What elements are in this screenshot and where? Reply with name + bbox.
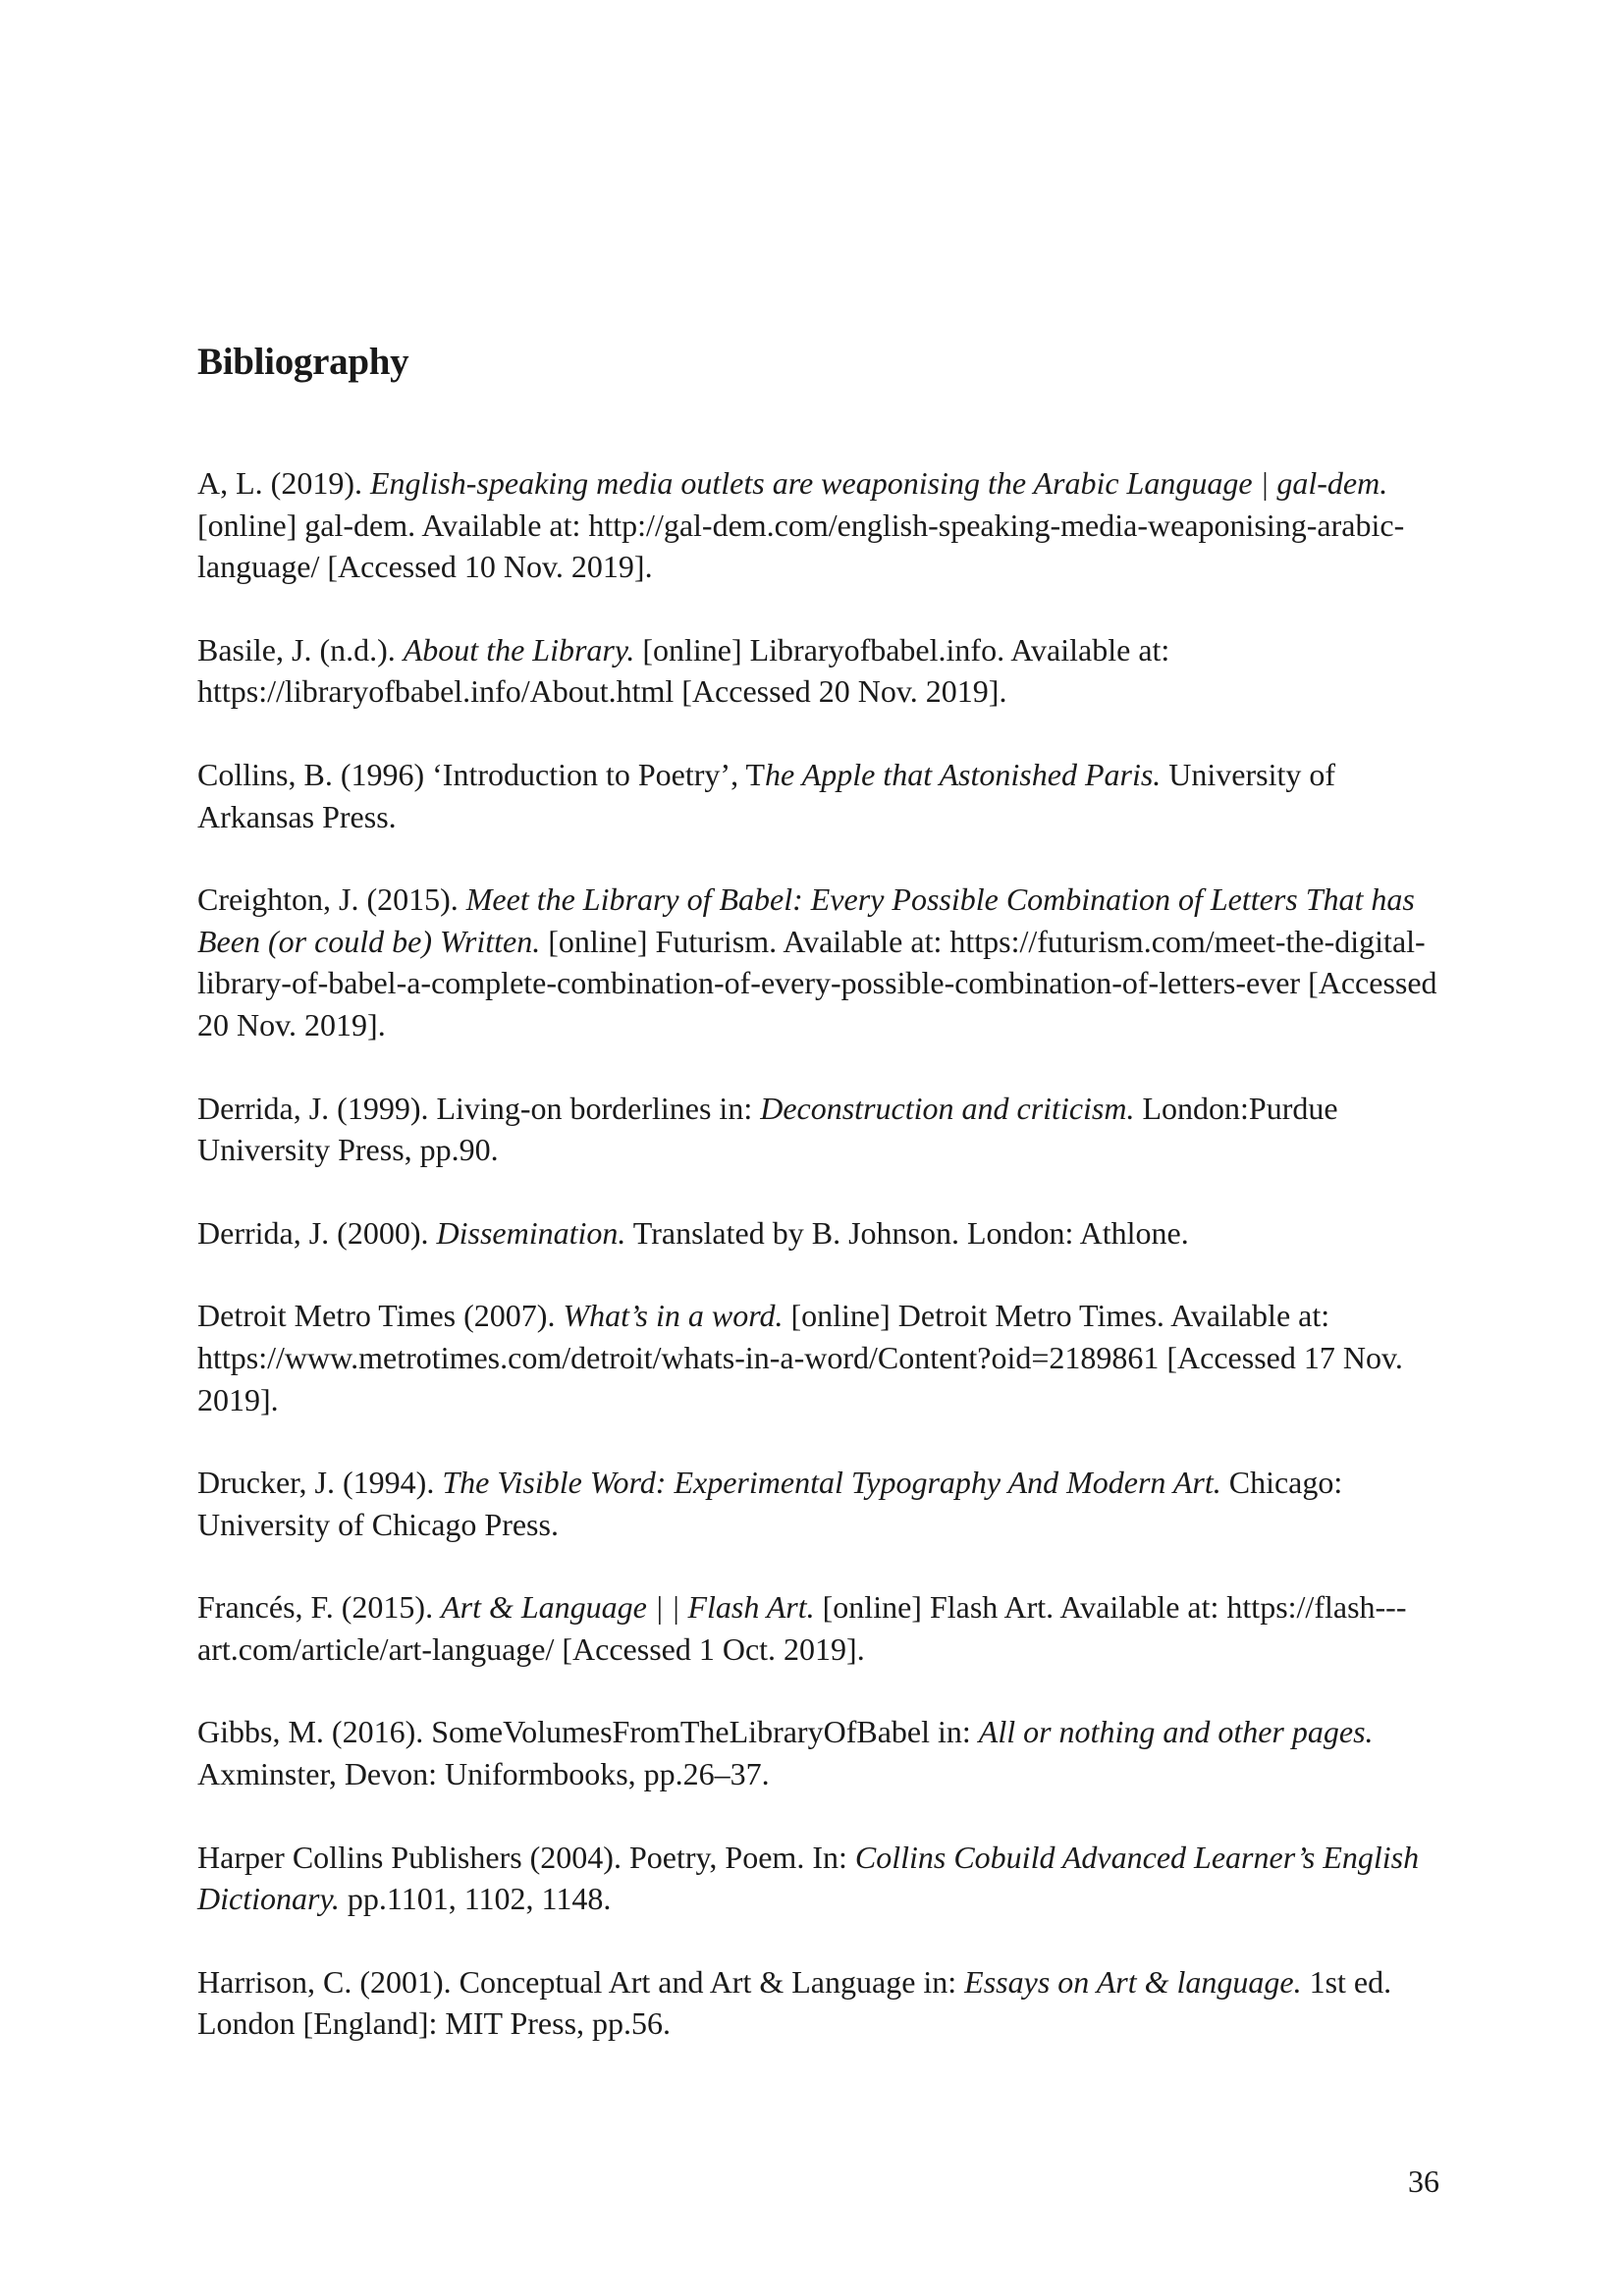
entry-text: Translated by B. Johnson. London: Athlone. xyxy=(625,1214,1189,1251)
bibliography-entry xyxy=(197,1462,1439,1545)
entry-text: A, L. (2019). xyxy=(197,465,370,501)
entry-text: Collins, B. (1996) ‘Introduction to Poetry’, T xyxy=(197,756,766,792)
entry-text: Creighton, J. (2015). xyxy=(197,881,466,918)
bibliography-entry xyxy=(197,629,1439,713)
entry-title: All or nothing and other pages. xyxy=(978,1714,1374,1750)
entry-text: University of Arkansas Press. xyxy=(197,756,1336,834)
entry-text: Drucker, J. (1994). xyxy=(197,1465,443,1501)
entry-text: Basile, J. (n.d.). xyxy=(197,631,404,667)
entry-text: Chicago: University of Chicago Press. xyxy=(197,1465,1343,1542)
entry-text: Axminster, Devon: Uniformbooks, pp.26–37. xyxy=(197,1756,770,1792)
entry-title: What’s in a word. xyxy=(563,1298,784,1334)
entry-text: Francés, F. (2015). xyxy=(197,1589,442,1626)
entry-text: [online] Futurism. Available at: https://futurism.com/meet-the-digital-library-of-babel-a-complete-combination-of-every-possible-combination-of-letters-ever [Accessed 20 Nov. 2019]. xyxy=(197,923,1437,1042)
entry-text: [online] gal-dem. Available at: http://gal-dem.com/english-speaking-media-weaponising-arabic-language/ [Accessed 10 Nov. 2019]. xyxy=(197,507,1405,585)
entry-title: Deconstruction and criticism. xyxy=(760,1090,1135,1126)
bibliography-entry xyxy=(197,1212,1439,1255)
entry-text: [online] Libraryofbabel.info. Available at: https://libraryofbabel.info/About.html [Accessed 20 Nov. 2019]. xyxy=(197,631,1170,710)
entry-title: he Apple that Astonished Paris. xyxy=(765,756,1162,792)
entry-text: Derrida, J. (2000). xyxy=(197,1214,437,1251)
entry-text: Harrison, C. (2001). Conceptual Art and Art & Language in: xyxy=(197,1963,965,2000)
page-number: 36 xyxy=(1408,2163,1439,2199)
bibliography-entry xyxy=(197,462,1439,588)
bibliography-entry xyxy=(197,879,1439,1045)
bibliography-entry xyxy=(197,754,1439,837)
entry-text: Derrida, J. (1999). Living-on borderlines in: xyxy=(197,1090,761,1126)
entry-text: Harper Collins Publishers (2004). Poetry, Poem. In: xyxy=(197,1839,855,1875)
bibliography-list xyxy=(197,462,1439,2086)
entry-text: pp.1101, 1102, 1148. xyxy=(339,1881,612,1917)
bibliography-entry xyxy=(197,1088,1439,1171)
entry-text: Detroit Metro Times (2007). xyxy=(197,1298,564,1334)
entry-text: London:Purdue University Press, pp.90. xyxy=(197,1090,1338,1168)
bibliography-entry xyxy=(197,1295,1439,1420)
entry-title: English-speaking media outlets are weaponising the Arabic Language | gal-dem. xyxy=(369,465,1388,501)
entry-title: Meet the Library of Babel: Every Possible Combination of Letters That has Been (or could be) Written. xyxy=(197,881,1415,959)
entry-title: Art & Language | | Flash Art. xyxy=(441,1589,815,1626)
entry-text: 1st ed. London [England]: MIT Press, pp.56. xyxy=(197,1963,1392,2042)
bibliography-entry xyxy=(197,1837,1439,1920)
entry-text: [online] Detroit Metro Times. Available at: https://www.metrotimes.com/detroit/whats-in-a-word/Content?oid=2189861 [Accessed 17 Nov. 2019]. xyxy=(197,1298,1403,1417)
bibliography-entry xyxy=(197,1586,1439,1670)
entry-title: The Visible Word: Experimental Typography And Modern Art. xyxy=(442,1465,1221,1501)
bibliography-entry xyxy=(197,1711,1439,1794)
bibliography-entry xyxy=(197,1961,1439,2045)
entry-title: Collins Cobuild Advanced Learner’s English Dictionary. xyxy=(197,1839,1420,1917)
entry-title: Dissemination. xyxy=(436,1214,626,1251)
page-title: Bibliography xyxy=(197,341,409,383)
entry-text: [online] Flash Art. Available at: https://flash---art.com/article/art-language/ [Accessed 1 Oct. 2019]. xyxy=(197,1589,1407,1667)
entry-title: About the Library. xyxy=(403,631,635,667)
entry-title: Essays on Art & language. xyxy=(964,1963,1302,2000)
entry-text: Gibbs, M. (2016). SomeVolumesFromTheLibraryOfBabel in: xyxy=(197,1714,979,1750)
